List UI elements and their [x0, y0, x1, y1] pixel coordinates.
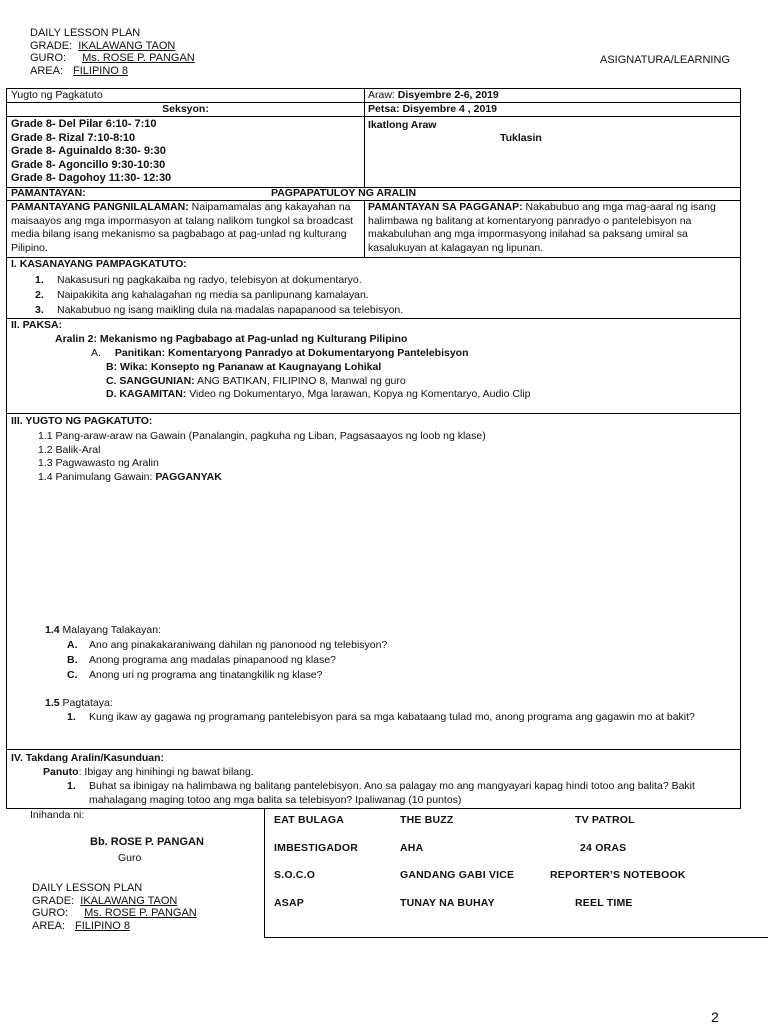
show-item: EAT BULAGA — [274, 814, 345, 826]
show-item: ASAP — [274, 897, 304, 909]
pamantayan-title: PAGPAPATULOY NG ARALIN — [271, 187, 417, 199]
list-item: 1. Nakasusuri ng pagkakaiba ng radyo, telebisyon at dokumentaryo. — [35, 274, 362, 286]
row-divider — [7, 318, 740, 319]
section-item: Grade 8- Aguinaldo 8:30- 9:30 — [11, 145, 166, 158]
step-item: 1.4 Panimulang Gawain: PAGGANYAK — [38, 470, 222, 483]
doc-title: DAILY LESSON PLAN — [32, 882, 143, 894]
show-item: 24 ORAS — [580, 842, 627, 854]
pagganap-block — [368, 201, 738, 255]
guro-line: GURO: Ms. ROSE P. PANGAN — [30, 52, 195, 64]
pagganyak-label: PAGGANYAK — [155, 470, 222, 483]
seksyon-label: Seksyon: — [162, 103, 209, 115]
takdang-list — [67, 780, 707, 807]
talakayan-label: 1.4 Malayang Talakayan: — [45, 624, 161, 636]
yugto-label: Yugto ng Pagkatuto — [11, 89, 103, 101]
row-divider — [7, 413, 740, 414]
pamantayan-label: PAMANTAYAN: — [11, 187, 86, 199]
step-item: 1.2 Balik-Aral — [38, 443, 101, 456]
grade-line: GRADE: IKALAWANG TAON — [32, 894, 178, 907]
yugto-steps — [38, 430, 486, 484]
phase-label: Tuklasin — [500, 132, 542, 144]
araw-cell: Araw: Disyembre 2-6, 2019 — [368, 89, 499, 101]
column-divider — [364, 89, 365, 187]
paksa-d: D. KAGAMITAN: Video ng Dokumentaryo, Mga larawan, Kopya ng Komentaryo, Audio Clip — [106, 388, 531, 400]
show-item: IMBESTIGADOR — [274, 842, 359, 854]
araw-value: Disyembre 2-6, 2019 — [397, 89, 499, 101]
pagganap-label: PAMANTAYAN SA PAGGANAP: — [368, 201, 523, 213]
preparer-name: Bb. ROSE P. PANGAN — [90, 836, 204, 848]
paksa-a: A. Panitikan: Komentaryong Panradyo at Dokumentaryong Pantelebisyon — [91, 347, 469, 359]
lesson-plan-table — [6, 88, 741, 809]
list-item: 1. Kung ikaw ay gagawa ng programang pantelebisyon para sa mga kabataang tulad mo, anong programa ang gagawin mo at bakit? — [67, 711, 695, 723]
step-item: 1.3 Pagwawasto ng Aralin — [38, 457, 159, 470]
pagtataya-list — [67, 711, 707, 725]
list-item: A. Ano ang pinakakaraniwang dahilan ng panonood ng telebisyon? — [67, 639, 388, 651]
kasanayan-heading: I. KASANAYANG PAMPAGKATUTO: — [11, 258, 187, 270]
page-number: 2 — [711, 1009, 719, 1025]
list-item: 2. Naipakikita ang kahalagahan ng media sa panlipunang kamalayan. — [35, 289, 369, 301]
inihanda-label: Inihanda ni: — [30, 809, 85, 821]
section-item: Grade 8- Dagohoy 11:30- 12:30 — [11, 172, 172, 185]
day-label: Ikatlong Araw — [368, 119, 437, 131]
takdang-heading: IV. Takdang Aralin/Kasunduan: — [11, 752, 165, 764]
pangnilalaman-block — [11, 201, 359, 255]
aralin-title: Aralin 2: Mekanismo ng Pagbabago at Pag-unlad ng Kulturang Pilipino — [55, 333, 408, 345]
step-item: 1.1 Pang-araw-araw na Gawain (Panalangin, pagkuha ng Liban, Pagsasaayos ng loob ng klase) — [38, 430, 486, 442]
petsa-value: Disyembre 4 , 2019 — [402, 103, 497, 115]
section-item: Grade 8- Agoncillo 9:30-10:30 — [11, 158, 166, 171]
tv-shows-box — [264, 808, 768, 938]
row-divider — [7, 749, 740, 750]
area-line: AREA: FILIPINO 8 — [30, 64, 129, 77]
show-item: TUNAY NA BUHAY — [400, 897, 495, 909]
sections-list — [11, 118, 171, 186]
kasanayan-list — [35, 273, 403, 318]
pangnilalaman-label: PAMANTAYANG PANGNILALAMAN: — [11, 201, 189, 213]
second-header — [32, 882, 197, 932]
section-item: Grade 8- Rizal 7:10-8:10 — [11, 131, 136, 144]
paksa-c: C. SANGGUNIAN: ANG BATIKAN, FILIPINO 8, Manwal ng guro — [106, 375, 406, 387]
list-item: B. Anong programa ang madalas pinapanood ng klase? — [67, 654, 336, 666]
list-item: C. Anong uri ng programa ang tinatangkilik ng klase? — [67, 669, 323, 681]
row-divider — [7, 116, 740, 117]
grade-value: IKALAWANG TAON — [78, 39, 176, 52]
document-header — [30, 27, 195, 77]
area-value: FILIPINO 8 — [73, 64, 129, 77]
paksa-heading: II. PAKSA: — [11, 319, 63, 331]
show-item: REEL TIME — [575, 897, 633, 909]
list-item: 1. Buhat sa ibinigay na halimbawa ng balitang pantelebisyon. Ano sa palagay mo ang mangyayari kapag hindi totoo ang balita? Bakit mahalagang maging totoo ang mga balita sa telebisyon? Ipaliwanag (10 puntos) — [67, 780, 695, 806]
area-line: AREA: FILIPINO 8 — [32, 919, 131, 932]
petsa-cell: Petsa: Disyembre 4 , 2019 — [368, 103, 497, 115]
show-item: GANDANG GABI VICE — [400, 869, 515, 881]
pangnilalaman-text: Naipamamalas ang kakayahan na maisaayos ang mga impormasyon at talang nalikom tungkol sa broadcast media bilang isang mekanismo sa pagbabago at pag-unlad ng kulturang Pilipino. — [11, 201, 354, 254]
show-item: S.O.C.O — [274, 869, 316, 881]
asignatura-label: ASIGNATURA/LEARNING — [600, 54, 730, 66]
guro-value: Ms. ROSE P. PANGAN — [82, 52, 195, 64]
show-item: THE BUZZ — [400, 814, 454, 826]
show-item: TV PATROL — [575, 814, 635, 826]
grade-line: GRADE: IKALAWANG TAON — [30, 39, 176, 52]
preparer-role: Guro — [118, 852, 142, 864]
show-item: REPORTER’S NOTEBOOK — [550, 869, 686, 881]
section-item: Grade 8- Del Pilar 6:10- 7:10 — [11, 118, 157, 130]
yugto-heading: III. YUGTO NG PAGKATUTO: — [11, 415, 153, 427]
pagtataya-label: 1.5 Pagtataya: — [45, 697, 113, 709]
pagganap-text: Nakabubuo ang mga mag-aaral ng isang halimbawa ng balitang at komentaryong panradyo o pantelebisyon na makabuluhan ang mga impormasyong inilahad sa paksang umiral sa kasalukuyan at kalagayan ng lipunan. — [368, 201, 716, 254]
paksa-b: B: Wika: Konsepto ng Pananaw at Kaugnayang Lohikal — [106, 361, 382, 373]
doc-title: DAILY LESSON PLAN — [30, 27, 141, 39]
talakayan-questions — [67, 638, 387, 683]
column-divider — [364, 200, 365, 257]
guro-line: GURO: Ms. ROSE P. PANGAN — [32, 907, 197, 919]
list-item: 3. Nakabubuo ng isang maikling dula na madalas napapanood sa telebisyon. — [35, 304, 404, 316]
show-item: AHA — [400, 842, 424, 854]
panuto-line: Panuto: Ibigay ang hinihingi ng bawat bilang. — [43, 766, 254, 778]
